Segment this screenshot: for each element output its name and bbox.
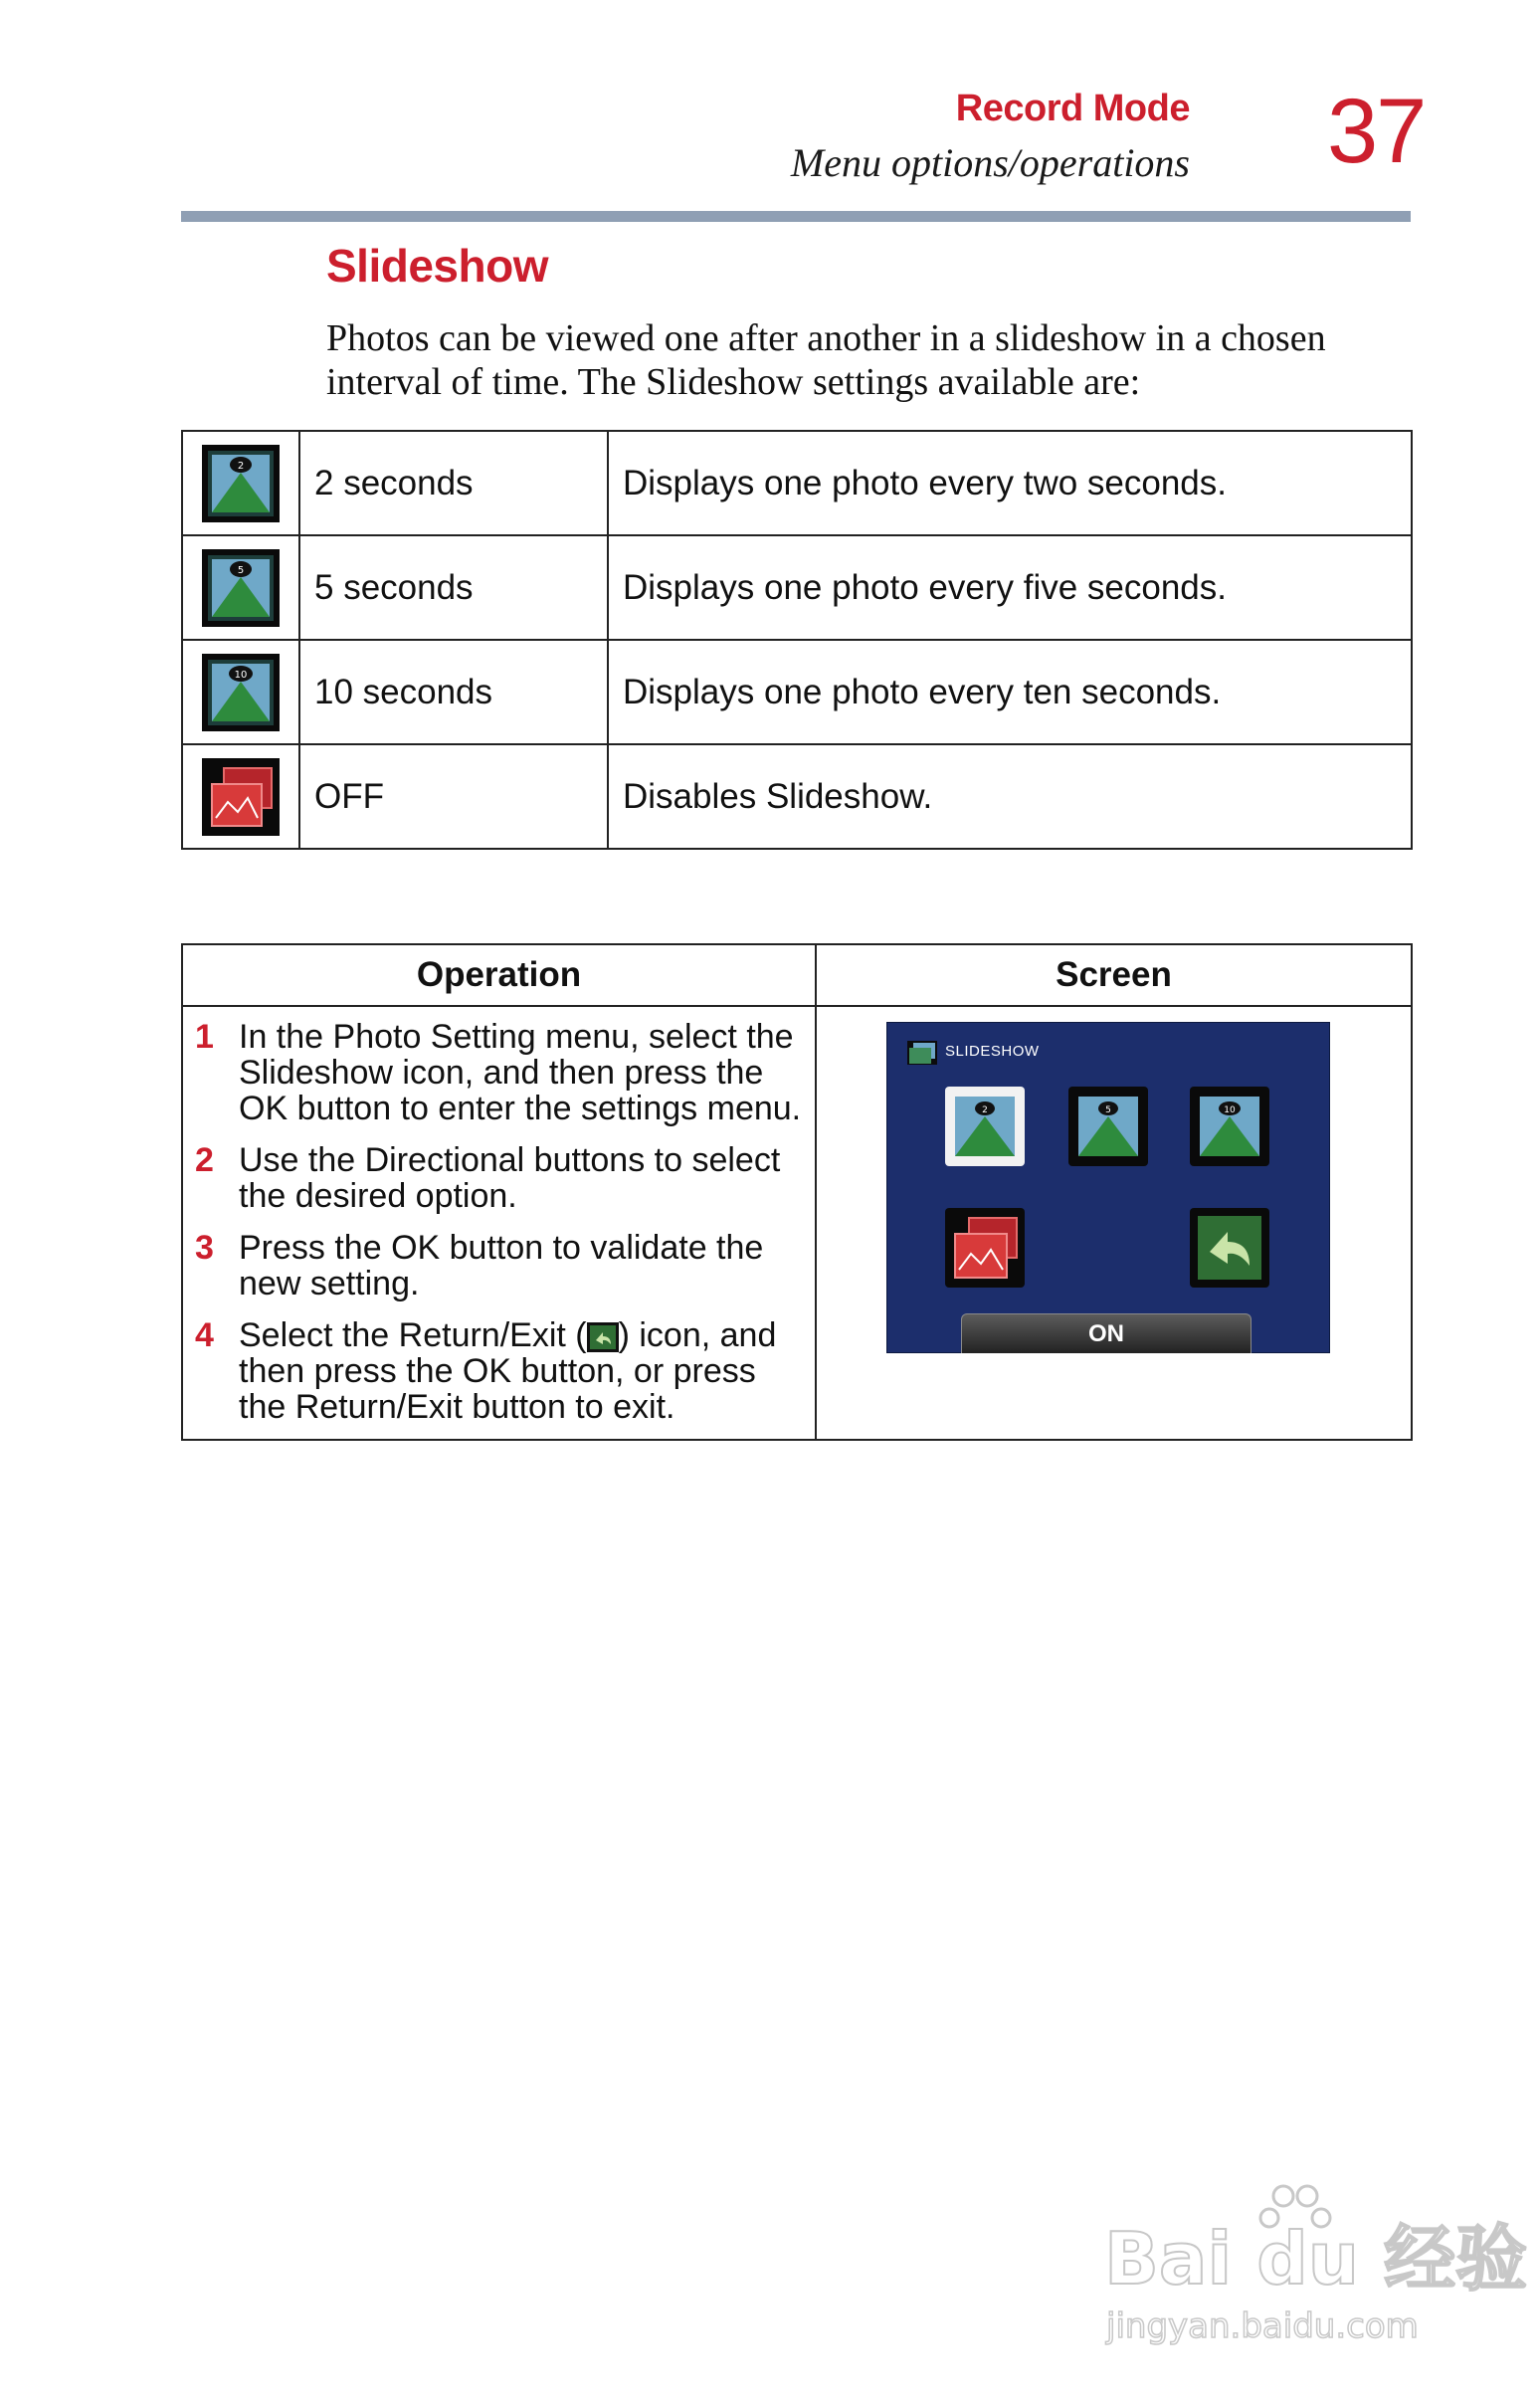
setting-name: OFF (299, 744, 608, 849)
icon-badge: 5 (1105, 1105, 1111, 1115)
screen-10s-icon[interactable] (1190, 1087, 1269, 1166)
table-row (182, 744, 1412, 849)
device-screen (886, 1022, 1330, 1353)
slideshow-menu-icon (907, 1041, 937, 1065)
step-text-after: ) icon, and then press the OK button, or press the Return/Exit button to exit. (239, 1316, 777, 1426)
step (195, 1317, 805, 1425)
table-row (182, 431, 1412, 535)
step-number: 2 (195, 1141, 214, 1179)
step (195, 1019, 805, 1126)
slideshow-2s-icon (202, 445, 280, 522)
intro-paragraph: Photos can be viewed one after another in a slideshow in a chosen interval of time. The Slideshow settings available are: (326, 317, 1326, 403)
operation-steps (182, 1006, 816, 1440)
icon-badge: 10 (1224, 1105, 1236, 1115)
setting-description: Displays one photo every two seconds. (608, 431, 1412, 535)
watermark-brand: Bai du 经验 (1104, 2217, 1528, 2300)
step-number: 4 (195, 1316, 214, 1354)
setting-name: 5 seconds (299, 535, 608, 640)
screen-2s-icon[interactable] (945, 1087, 1025, 1166)
table-row (182, 640, 1412, 744)
watermark-url: jingyan.baidu.com (1106, 2306, 1419, 2346)
step-text: In the Photo Setting menu, select the Slideshow icon, and then press the OK button to enter the settings menu. (239, 1018, 802, 1127)
screen-title: SLIDESHOW (945, 1043, 1040, 1060)
setting-name: 10 seconds (299, 640, 608, 744)
step-text-before: Select the Return/Exit ( (239, 1316, 587, 1354)
setting-name: 2 seconds (299, 431, 608, 535)
settings-table (181, 430, 1413, 850)
icon-badge: 2 (982, 1105, 988, 1115)
header-section-title: Record Mode (955, 88, 1190, 129)
step-number: 1 (195, 1018, 214, 1056)
page-number: 37 (1327, 81, 1426, 182)
step-text: Press the OK button to validate the new setting. (239, 1229, 764, 1302)
setting-description: Displays one photo every five seconds. (608, 535, 1412, 640)
icon-badge: 10 (234, 669, 248, 681)
step (195, 1230, 805, 1301)
step (195, 1142, 805, 1214)
icon-badge: 5 (237, 564, 245, 576)
icon-badge: 2 (237, 460, 245, 472)
operation-header: Operation (182, 944, 816, 1006)
section-title: Slideshow (326, 240, 548, 292)
screen-header: Screen (816, 944, 1412, 1006)
setting-description: Displays one photo every ten seconds. (608, 640, 1412, 744)
screen-return-icon[interactable] (1190, 1208, 1269, 1288)
return-exit-icon (587, 1322, 619, 1352)
baidu-watermark (1094, 2174, 1528, 2353)
header-rule (181, 211, 1411, 222)
on-button[interactable]: ON (961, 1313, 1251, 1353)
slideshow-5s-icon (202, 549, 280, 627)
page-header (0, 0, 1540, 229)
slideshow-off-icon (202, 758, 280, 836)
slideshow-10s-icon (202, 654, 280, 731)
screen-5s-icon[interactable] (1068, 1087, 1148, 1166)
step-text: Use the Directional buttons to select the desired option. (239, 1141, 781, 1215)
table-row (182, 535, 1412, 640)
header-subsection: Menu options/operations (790, 140, 1190, 185)
step-number: 3 (195, 1229, 214, 1267)
setting-description: Disables Slideshow. (608, 744, 1412, 849)
screen-off-icon[interactable] (945, 1208, 1025, 1288)
table-header-row (182, 944, 1412, 1006)
